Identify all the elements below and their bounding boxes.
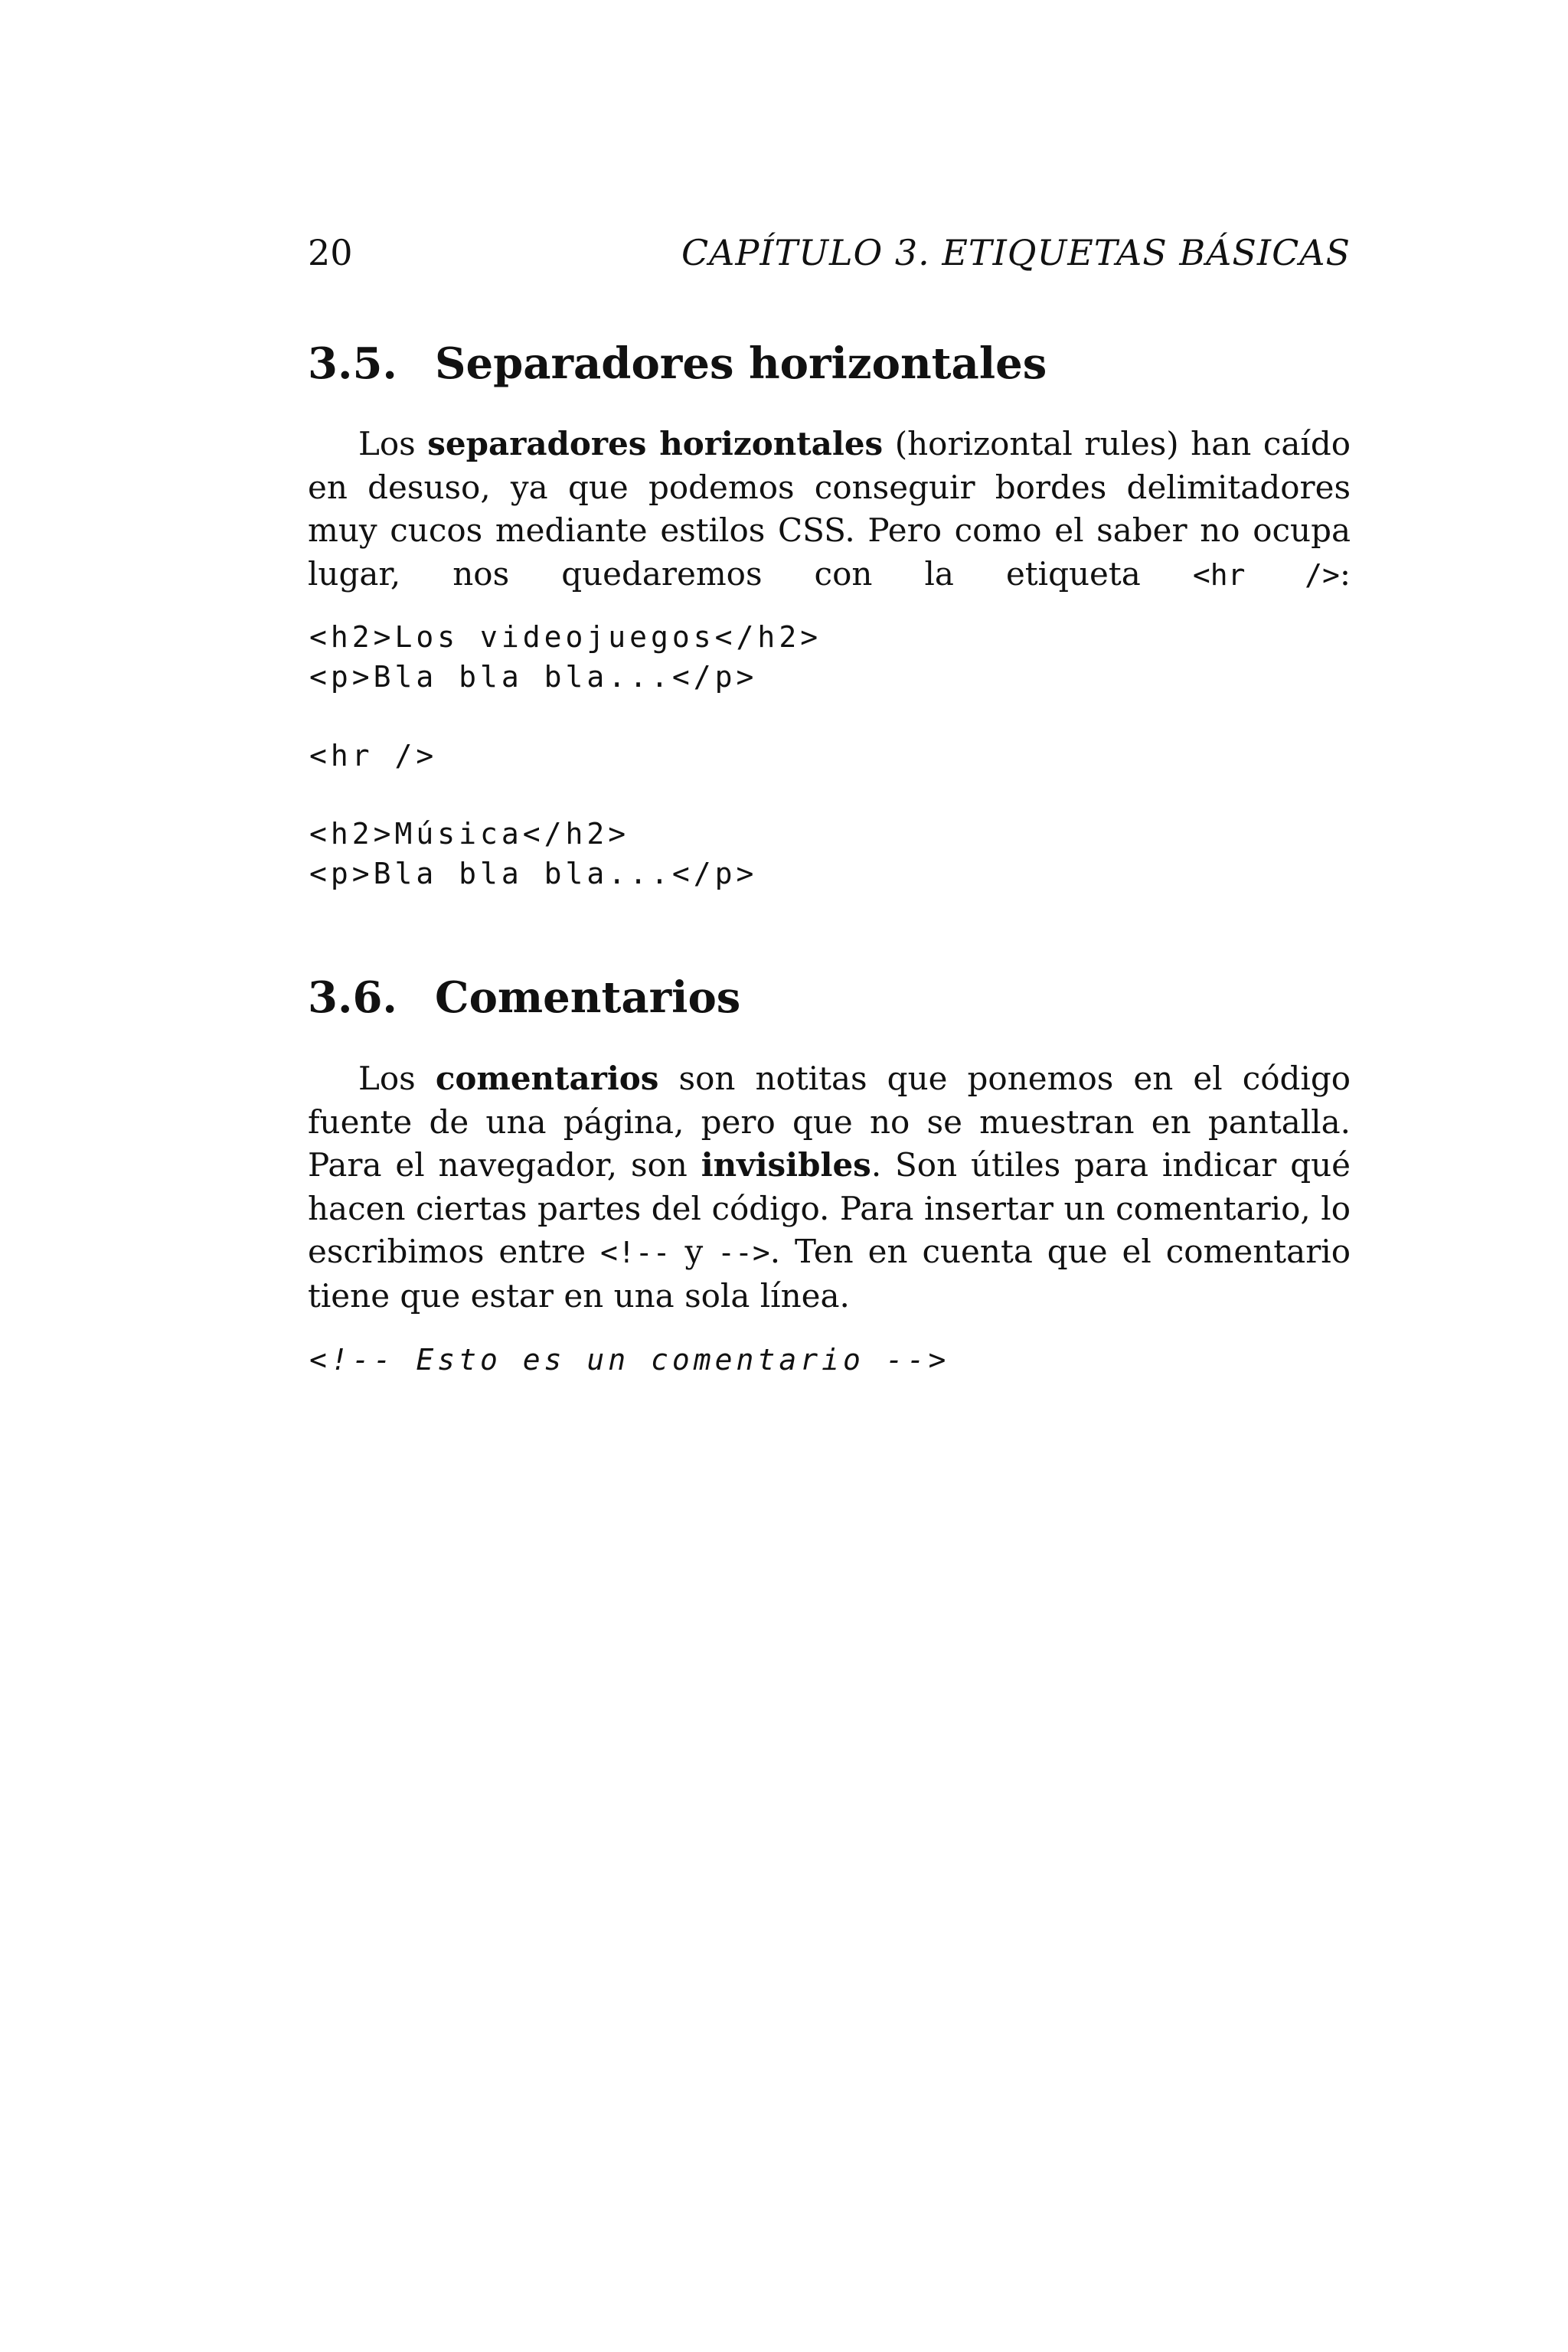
code-line: <h2>Los videojuegos</h2>	[309, 620, 822, 654]
chapter-title: CAPÍTULO 3. ETIQUETAS BÁSICAS	[681, 232, 1351, 273]
code-line: <h2>Música</h2>	[309, 817, 630, 851]
paragraph-text: :	[1339, 554, 1351, 593]
paragraph-text: y	[670, 1233, 718, 1270]
section-title: Comentarios	[435, 972, 741, 1023]
section-title: Separadores horizontales	[435, 338, 1047, 389]
bold-term: invisibles	[701, 1146, 871, 1184]
inline-code: <!--	[600, 1236, 671, 1269]
section-heading-3-5	[308, 337, 1351, 390]
code-comment-line: <!-- Esto es un comentario -->	[309, 1343, 950, 1377]
inline-code: -->	[717, 1236, 770, 1269]
bold-term: comentarios	[435, 1060, 659, 1097]
bold-term: separadores horizontales	[427, 425, 884, 462]
paragraph-comentarios	[308, 1057, 1351, 1318]
code-line: <p>Bla bla bla...</p>	[309, 857, 758, 890]
running-header	[308, 230, 1351, 276]
code-line: <p>Bla bla bla...</p>	[309, 660, 758, 694]
paragraph-text: . Son útiles para indicar qué hacen ciertas partes del código. Para insertar un comentario, lo escribimos entre	[308, 1146, 1351, 1270]
inline-code: <hr />	[1192, 557, 1340, 592]
paragraph-text: Los	[358, 1060, 436, 1097]
paragraph-text: son notitas que ponemos en el código fuente de una página, pero que no se muestran en pantalla. Para el navegador, son	[308, 1060, 1351, 1184]
page-number: 20	[308, 232, 353, 273]
code-line: <hr />	[309, 739, 438, 773]
section-number: 3.5.	[308, 338, 397, 389]
paragraph-text: (horizontal rules) han caído en desuso, ya que podemos conseguir bordes delimitadores muy cucos mediante estilos CSS. Pero como el saber no ocupa lugar, nos quedaremos con la etiqueta	[308, 425, 1351, 593]
paragraph-separadores	[308, 423, 1351, 596]
paragraph-text: . Ten en cuenta que el comentario tiene que estar en una sola línea.	[308, 1233, 1351, 1315]
section-number: 3.6.	[308, 972, 397, 1023]
section-heading-3-6	[308, 971, 1351, 1024]
paragraph-text: Los	[358, 425, 428, 462]
